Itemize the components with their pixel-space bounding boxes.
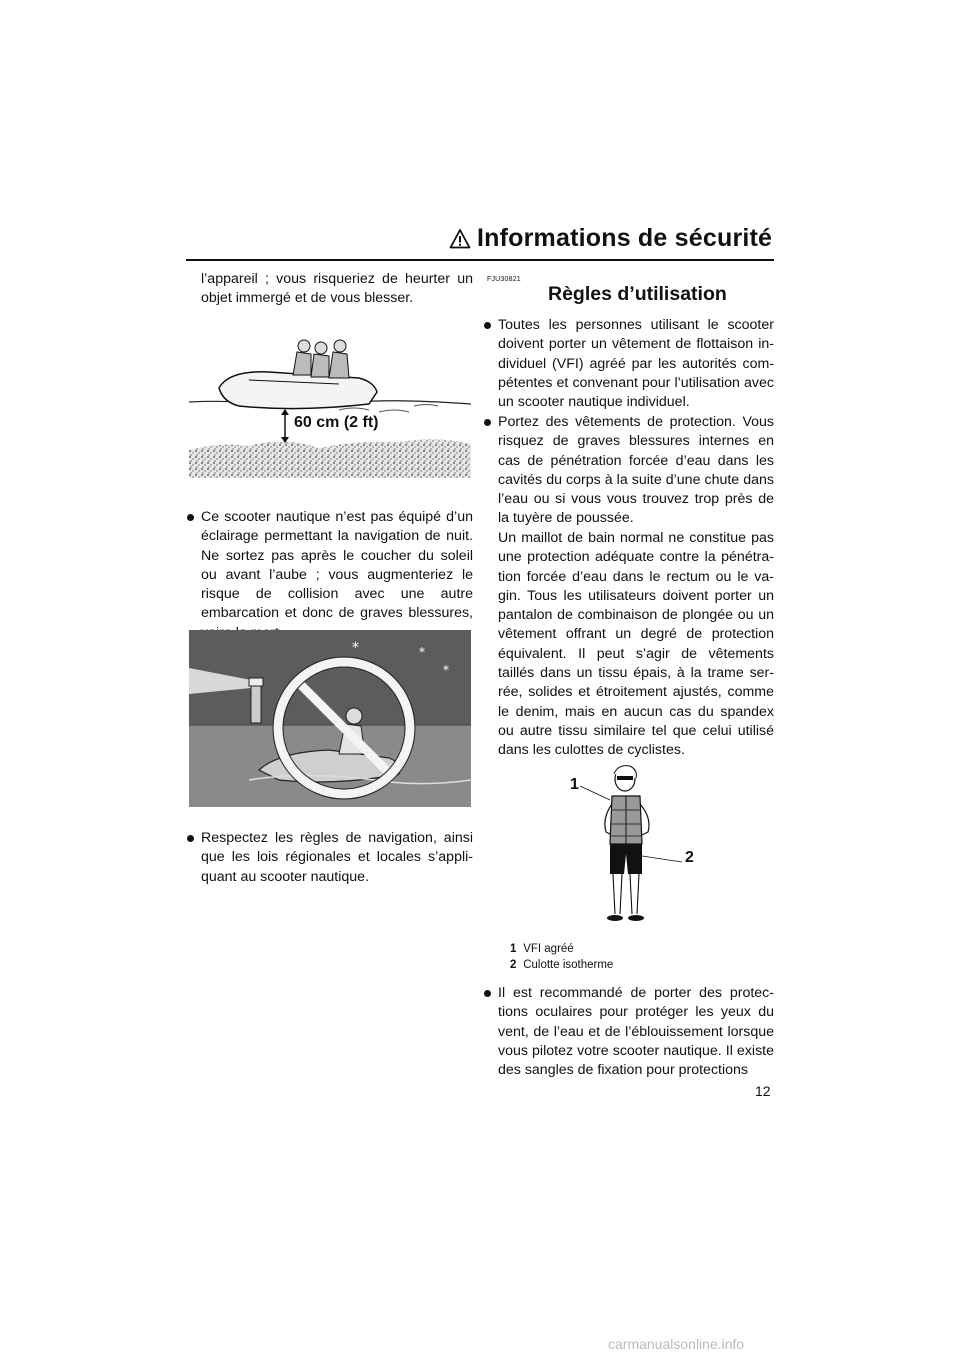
- bullet-dot: [187, 835, 194, 842]
- bullet-item: [498, 413, 774, 529]
- section-title: Règles d’utilisation: [548, 283, 727, 305]
- caption-number: 1: [510, 943, 517, 955]
- figure-label-2: 2: [685, 849, 694, 866]
- bullet-text: Il est recommandé de porter des protec-tions oculaires pour protéger les yeux du vent, de l’eau et de l’éblouissement lorsque vous pilotez votre scooter nautique. Il existe des sangles de fixation pour protections: [498, 985, 774, 1079]
- warning-icon: [449, 228, 471, 250]
- page-header-title: Informations de sécurité: [477, 224, 773, 252]
- figure-caption: [510, 957, 613, 973]
- bullet-text: Ce scooter nautique n’est pas équipé d’un éclairage permettant la navigation de nuit. Ne sortez pas après le coucher du soleil ou avant l’aube ; vous augmenteriez le risque de collision avec une autre embarcation et donc de graves blessures,: [201, 509, 473, 622]
- continued-paragraph: l’appareil ; vous risqueriez de heurter un objet immergé et de vous blesser.: [201, 271, 473, 307]
- personal-flotation-device-illustration: [560, 762, 710, 930]
- caption-text: VFI agréé: [523, 943, 574, 955]
- bullet-item: [201, 829, 473, 887]
- bullet-dot: [187, 514, 194, 521]
- watermark: carmanualsonline.info: [608, 1336, 745, 1352]
- svg-text:*: *: [352, 640, 359, 656]
- svg-text:*: *: [443, 663, 449, 677]
- paragraph: Un maillot de bain normal ne constitue pas une protection adéquate contre la pénétra-tion forcée d’eau dans le rectum ou le va-gin. Tous les utilisateurs doivent porter un pantalon de combinaison de plongée ou un vêtement offrant un degré de protection équivalent. Il peut s’agir de vêtements taillés dans un tissu épais, à la trame ser-rée, solides et étroitement ajustés, comme le denim, mais en aucun cas du spandex ou autre tissu similaire tel que celui utilisé dans les culottes de cyclistes.: [498, 530, 774, 759]
- caption-text: Culotte isotherme: [523, 959, 614, 971]
- depth-callout: 60 cm (2 ft): [294, 414, 379, 431]
- section-code: FJU30821: [487, 276, 521, 283]
- bullet-dot: [484, 990, 491, 997]
- header-divider: [186, 259, 774, 261]
- bullet-text: Toutes les personnes utilisant le scooter doivent porter un vêtement de flottaison in-dividuel (VFI) agréé par les autorités com-pétentes et convenant pour l’utilisation avec un scooter nautique individuel.: [498, 317, 774, 411]
- svg-text:*: *: [419, 645, 425, 659]
- shallow-water-illustration: [189, 330, 471, 478]
- bullet-item: [498, 984, 774, 1080]
- bullet-text: Respectez les règles de navigation, ainsi que les lois régionales et locales s’appli-quant au scooter nautique.: [201, 830, 473, 885]
- bullet-item: [498, 316, 774, 412]
- caption-number: 2: [510, 959, 517, 971]
- figure-caption: [510, 941, 574, 957]
- page-number: 12: [755, 1083, 771, 1099]
- bullet-text: Portez des vêtements de protection. Vous risquez de graves blessures internes en cas de pénétration forcée d’eau dans les cavités du corps à la suite d’une chute dans l’eau ou si vous vous trouvez trop près de la tuyère de poussée.: [498, 414, 774, 527]
- night-riding-prohibited-illustration: [189, 630, 471, 807]
- bullet-item: [201, 508, 473, 643]
- bullet-dot: [484, 419, 491, 426]
- bullet-dot: [484, 322, 491, 329]
- figure-label-1: 1: [570, 776, 579, 793]
